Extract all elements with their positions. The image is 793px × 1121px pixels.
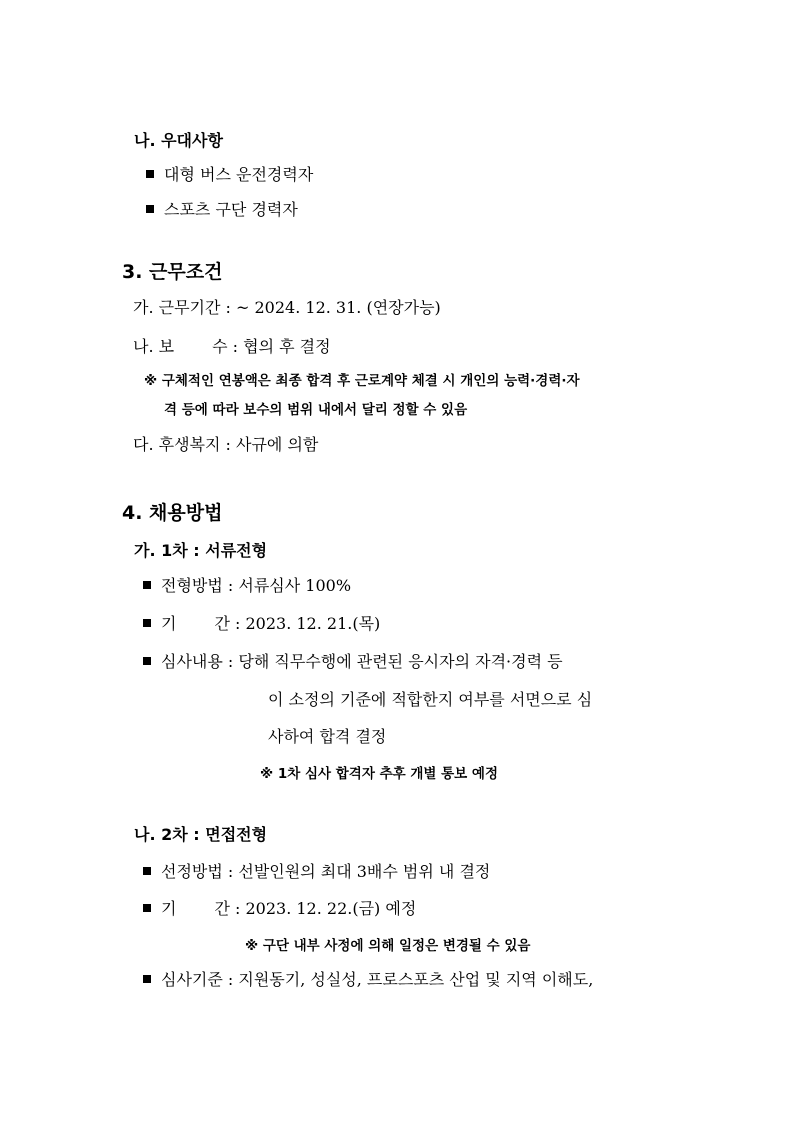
first-stage-content-line3: 사하여 합격 결정 <box>268 727 387 746</box>
first-stage-period <box>143 614 380 634</box>
second-stage-criteria <box>143 970 593 990</box>
second-stage-method-text: 선정방법 : 선발인원의 최대 3배수 범위 내 결정 <box>161 862 491 881</box>
square-bullet-icon <box>143 657 151 665</box>
square-bullet-icon <box>143 975 151 983</box>
first-stage-content-line2: 이 소정의 기준에 적합한지 여부를 서면으로 심 <box>268 690 593 709</box>
first-stage-method-text: 전형방법 : 서류심사 100% <box>161 576 352 595</box>
period-label-start: 기 <box>161 899 177 918</box>
second-stage-period <box>143 899 416 919</box>
first-stage-note: ※ 1차 심사 합격자 추후 개별 통보 예정 <box>260 766 498 782</box>
pay-label-start: 나. 보 <box>133 337 175 356</box>
second-stage-criteria-text: 심사기준 : 지원동기, 성실성, 프로스포츠 산업 및 지역 이해도, <box>161 970 594 989</box>
recruitment-heading: 4. 채용방법 <box>122 502 223 524</box>
first-stage-heading: 가. 1차 : 서류전형 <box>134 541 268 560</box>
pay-line <box>133 337 331 357</box>
first-stage-content-line1: 심사내용 : 당해 직무수행에 관련된 응시자의 자격·경력 등 <box>161 652 563 671</box>
welfare-line: 다. 후생복지 : 사규에 의함 <box>133 435 319 454</box>
period-label-start: 기 <box>161 614 177 633</box>
second-stage-method <box>143 862 490 882</box>
pay-note-line1: ※ 구체적인 연봉액은 최종 합격 후 근로계약 체결 시 개인의 능력·경력·자 <box>144 373 580 389</box>
preference-heading: 나. 우대사항 <box>134 131 223 150</box>
square-bullet-icon <box>143 904 151 912</box>
square-bullet-icon <box>143 867 151 875</box>
work-period: 가. 근무기간 : ~ 2024. 12. 31. (연장가능) <box>133 298 441 317</box>
second-stage-note: ※ 구단 내부 사정에 의해 일정은 변경될 수 있음 <box>245 938 531 954</box>
period-label-rest: 간 : 2023. 12. 22.(금) 예정 <box>214 899 417 918</box>
square-bullet-icon <box>143 619 151 627</box>
work-conditions-heading: 3. 근무조건 <box>122 261 223 283</box>
preference-item <box>146 200 298 220</box>
square-bullet-icon <box>143 581 151 589</box>
first-stage-method <box>143 576 351 596</box>
square-bullet-icon <box>146 205 154 213</box>
preference-item <box>146 165 313 185</box>
second-stage-heading: 나. 2차 : 면접전형 <box>134 825 268 844</box>
pay-note-line2: 격 등에 따라 보수의 범위 내에서 달리 정할 수 있음 <box>164 402 468 418</box>
preference-item-text: 대형 버스 운전경력자 <box>164 165 314 184</box>
preference-item-text: 스포츠 구단 경력자 <box>164 200 298 219</box>
pay-label-rest: 수 : 협의 후 결정 <box>212 337 331 356</box>
first-stage-content <box>143 652 563 672</box>
period-label-rest: 간 : 2023. 12. 21.(목) <box>214 614 381 633</box>
square-bullet-icon <box>146 170 154 178</box>
